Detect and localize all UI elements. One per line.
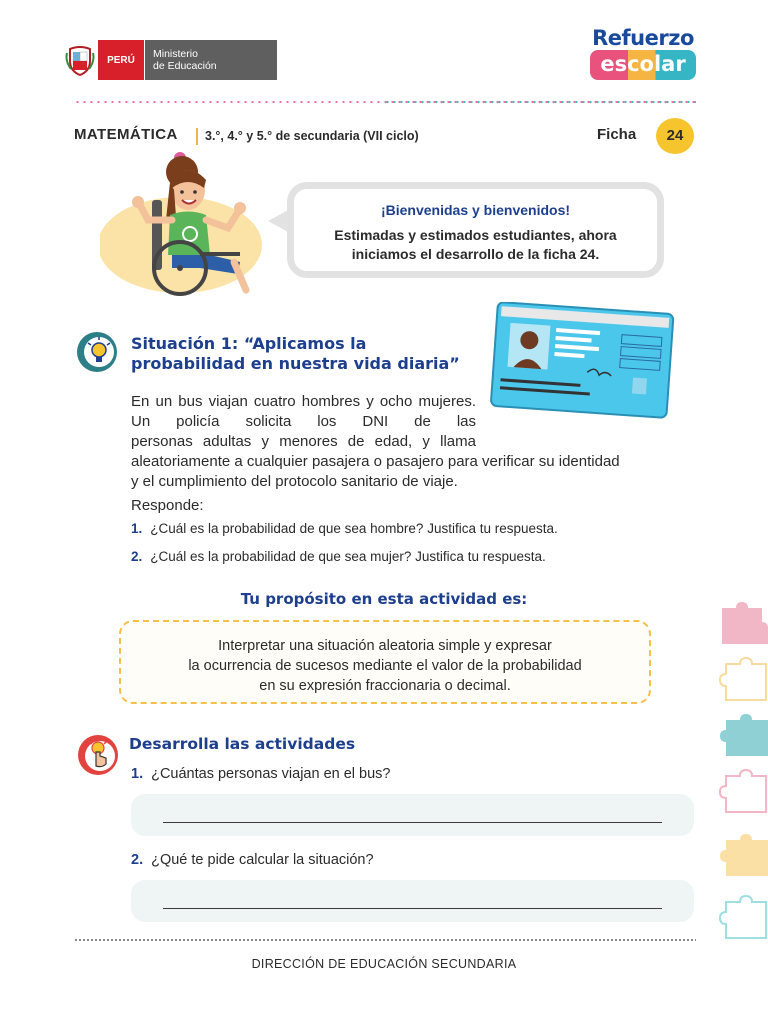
purpose-line-2: la ocurrencia de sucesos mediante el valor de la probabilidad xyxy=(188,658,582,674)
hand-click-icon xyxy=(74,734,122,776)
puzzle-piece-icon xyxy=(716,712,768,769)
ficha-label: Ficha xyxy=(597,126,637,143)
question-text: ¿Cuál es la probabilidad de que sea mujer? Justifica tu respuesta. xyxy=(150,549,546,564)
activities-title: Desarrolla las actividades xyxy=(129,735,356,753)
header-divider-accent xyxy=(384,101,696,103)
responde-label: Responde: xyxy=(131,497,204,514)
purpose-line-3: en su expresión fraccionaria o decimal. xyxy=(259,678,511,694)
welcome-message: Estimadas y estimados estudiantes, ahora iniciamos el desarrollo de la ficha 24. xyxy=(334,227,617,262)
puzzle-piece-icon xyxy=(716,894,768,951)
puzzle-piece-icon xyxy=(716,656,768,713)
grade-label: 3.°, 4.° y 5.° de secundaria (VII ciclo) xyxy=(205,129,419,143)
ministry-line-1: Ministerio xyxy=(153,48,198,60)
answer-line xyxy=(163,822,662,823)
ministry-name xyxy=(144,40,277,80)
puzzle-piece-icon xyxy=(716,768,768,825)
footer-divider xyxy=(74,939,696,941)
situation-question-1 xyxy=(131,521,558,536)
subject-separator xyxy=(196,128,198,145)
purpose-line-1: Interpretar una situación aleatoria simple y expresar xyxy=(218,638,552,654)
question-text: ¿Cuántas personas viajan en el bus? xyxy=(151,766,391,782)
question-number: 1. xyxy=(131,766,144,782)
situation-paragraph-line-3: aleatoriamente a cualquier pasajera o pasajero para verificar su identidad xyxy=(131,453,620,470)
situation-paragraph-line-4: y el cumplimiento del protocolo sanitario de viaje. xyxy=(131,473,458,490)
lightbulb-icon xyxy=(74,331,120,373)
activity-question-2 xyxy=(131,852,374,868)
welcome-speech-bubble xyxy=(287,182,664,278)
question-text: ¿Qué te pide calcular la situación? xyxy=(151,852,374,868)
situation-paragraph-line-2: personas adultas y menores de edad, y llama xyxy=(131,433,476,450)
puzzle-piece-icon xyxy=(716,832,768,889)
answer-line xyxy=(163,908,662,909)
coat-of-arms-icon xyxy=(62,40,98,80)
subject-title: MATEMÁTICA xyxy=(74,126,178,143)
answer-field-2[interactable] xyxy=(131,880,694,922)
ministry-line-2: de Educación xyxy=(153,60,217,72)
country-label: PERÚ xyxy=(98,40,144,80)
brand-title: Refuerzo xyxy=(592,26,694,50)
welcome-greeting: ¡Bienvenidas y bienvenidos! xyxy=(380,202,571,218)
question-number: 2. xyxy=(131,852,144,868)
question-text: ¿Cuál es la probabilidad de que sea hombre? Justifica tu respuesta. xyxy=(150,521,558,536)
ficha-number-badge: 24 xyxy=(656,118,694,154)
student-wheelchair-illustration xyxy=(100,150,290,300)
ministry-logo xyxy=(62,40,277,80)
footer-text: DIRECCIÓN DE EDUCACIÓN SECUNDARIA xyxy=(251,957,517,971)
id-card-illustration xyxy=(488,302,678,422)
brand-subtitle: escolar xyxy=(590,50,696,80)
question-number: 2. xyxy=(131,549,143,564)
question-number: 1. xyxy=(131,521,143,536)
situation-paragraph-line-1: En un bus viajan cuatro hombres y ocho mujeres. Un policía solicita los DNI de las xyxy=(131,393,476,430)
activity-question-1 xyxy=(131,766,391,782)
purpose-title: Tu propósito en esta actividad es: xyxy=(240,590,528,608)
refuerzo-escolar-logo xyxy=(588,26,698,90)
purpose-box xyxy=(119,620,651,704)
situation-title: Situación 1: “Aplicamos la probabilidad en nuestra vida diaria” xyxy=(131,334,460,373)
puzzle-piece-icon xyxy=(716,600,768,657)
answer-field-1[interactable] xyxy=(131,794,694,836)
situation-question-2 xyxy=(131,549,546,564)
